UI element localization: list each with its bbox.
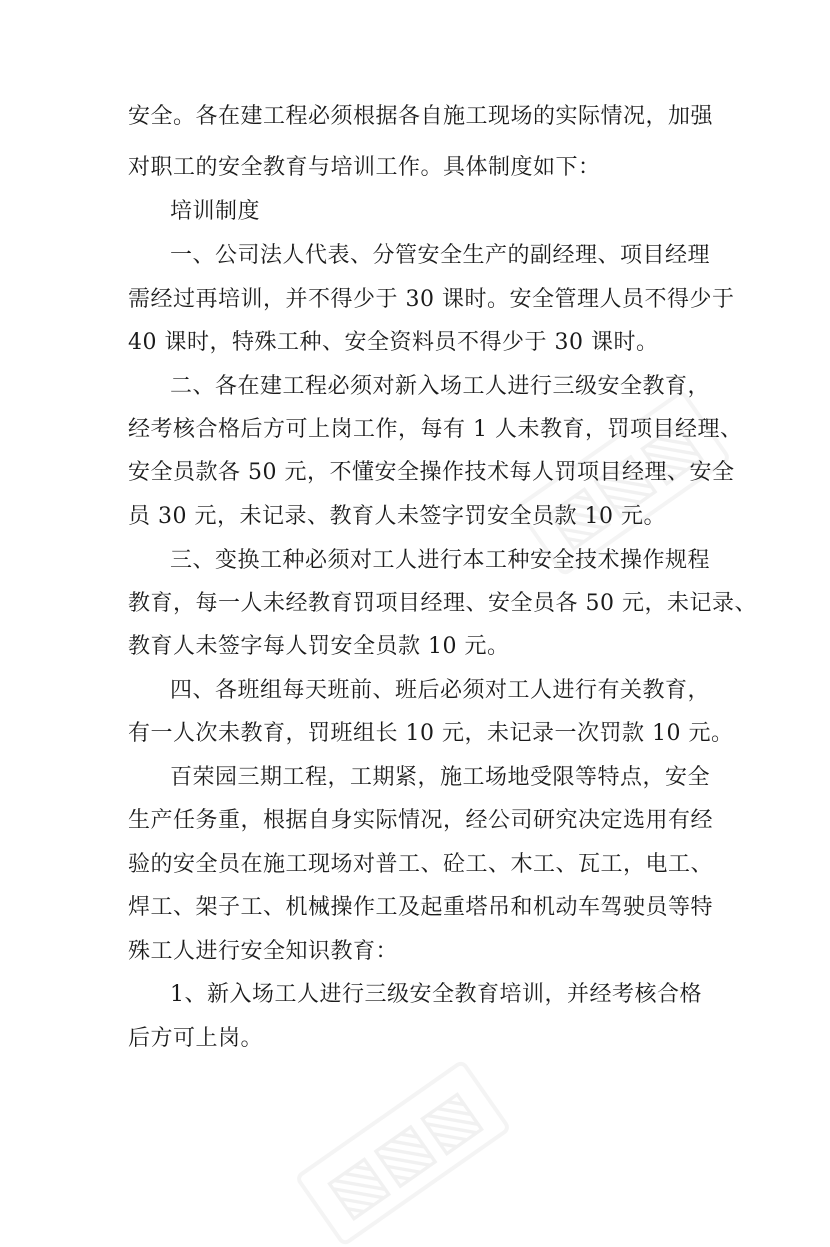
paragraph-line: 验的安全员在施工现场对普工、砼工、木工、瓦工，电工、 (128, 852, 714, 877)
paragraph-line: 经考核合格后方可上岗工作，每有 1 人未教育，罚项目经理、 (128, 417, 743, 442)
paragraph-line: 四、各班组每天班前、班后必须对工人进行有关教育， (170, 678, 711, 703)
paragraph-line: 有一人次未教育，罚班组长 10 元，未记录一次罚款 10 元。 (128, 721, 734, 746)
paragraph-line: 教育，每一人未经教育罚项目经理、安全员各 50 元，未记录、 (128, 591, 757, 616)
paragraph-line: 百荣园三期工程，工期紧，施工场地受限等特点，安全 (170, 765, 711, 790)
paragraph-line: 员 30 元，未记录、教育人未签字罚安全员款 10 元。 (128, 504, 666, 529)
paragraph-line: 1、新入场工人进行三级安全教育培训，并经考核合格 (170, 982, 702, 1007)
paragraph-line: 生产任务重，根据自身实际情况，经公司研究决定选用有经 (128, 808, 714, 833)
watermark: ▧▧▧ (514, 389, 732, 578)
paragraph-line: 二、各在建工程必须对新入场工人进行三级安全教育， (170, 374, 711, 399)
paragraph-line: 殊工人进行安全知识教育： (128, 939, 399, 964)
paragraph-line: 需经过再培训，并不得少于 30 课时。安全管理人员不得少于 (128, 287, 735, 312)
paragraph-line: 后方可上岗。 (128, 1026, 264, 1051)
paragraph-line: 焊工、架子工、机械操作工及起重塔吊和机动车驾驶员等特 (128, 895, 714, 920)
paragraph-line: 安全。各在建工程必须根据各自施工现场的实际情况，加强 (128, 104, 714, 129)
paragraph-line: 教育人未签字每人罚安全员款 10 元。 (128, 634, 510, 659)
section-heading: 培训制度 (170, 199, 261, 224)
paragraph-line: 三、变换工种必须对工人进行本工种安全技术操作规程 (170, 548, 711, 573)
paragraph-line: 40 课时，特殊工种、安全资料员不得少于 30 课时。 (128, 330, 659, 355)
paragraph-line: 对职工的安全教育与培训工作。具体制度如下： (128, 155, 601, 180)
paragraph-line: 一、公司法人代表、分管安全生产的副经理、项目经理 (170, 243, 711, 268)
watermark: ▧▧▧ (294, 1059, 512, 1247)
paragraph-line: 安全员款各 50 元，不懂安全操作技术每人罚项目经理、安全 (128, 460, 735, 485)
